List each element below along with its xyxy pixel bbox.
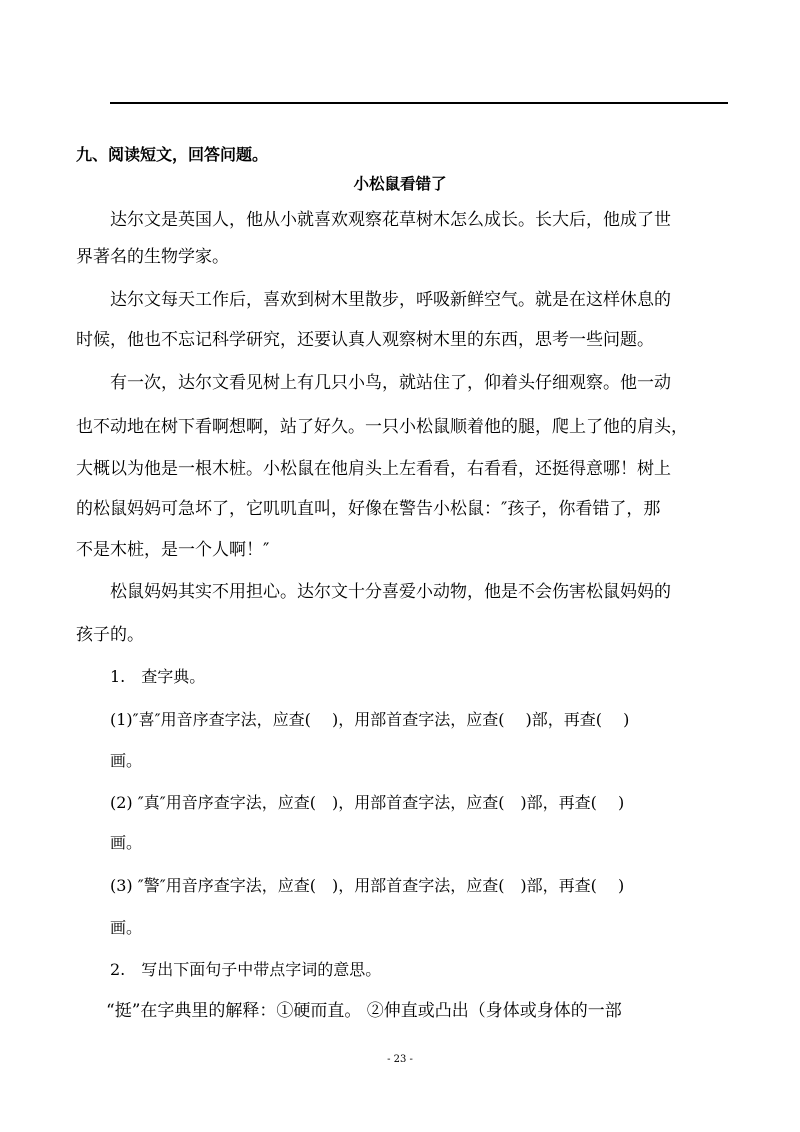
header-rule — [110, 102, 728, 104]
paragraph-3-line-3: 大概以为他是一根木桩。小松鼠在他肩头上左看看，右看看，还挺得意哪！树上 — [76, 459, 671, 479]
question-1-item-3: (3) ″警″用音序查字法，应查( )，用部首查字法，应查( )部，再查( ) — [110, 876, 625, 895]
story-title: 小松鼠看错了 — [353, 175, 447, 193]
question-2-title: 2. 写出下面句子中带点字词的意思。 — [110, 960, 382, 979]
question-1-title: 1. 查字典。 — [110, 667, 206, 686]
paragraph-1-line-1: 达尔文是英国人，他从小就喜欢观察花草树木怎么成长。长大后，他成了世 — [110, 210, 671, 230]
paragraph-3-line-5: 不是木桩，是一个人啊！″ — [76, 540, 270, 560]
question-1-item-2-cont: 画。 — [110, 833, 143, 852]
question-1-item-1-cont: 画。 — [110, 751, 143, 770]
question-1-item-2: (2) ″真″用音序查字法，应查( )，用部首查字法，应查( )部，再查( ) — [110, 793, 625, 812]
paragraph-1-line-2: 界著名的生物学家。 — [76, 247, 229, 267]
question-1-item-3-cont: 画。 — [110, 918, 143, 937]
paragraph-3-line-1: 有一次，达尔文看见树上有几只小鸟，就站住了，仰着头仔细观察。他一动 — [110, 373, 671, 393]
question-2-text: “挺”在字典里的解释：①硬而直。 ②伸直或凸出（身体或身体的一部 — [106, 1001, 622, 1021]
paragraph-4-line-2: 孩子的。 — [76, 625, 144, 645]
page-number: - 23 - — [387, 1054, 413, 1065]
paragraph-2-line-1: 达尔文每天工作后，喜欢到树木里散步，呼吸新鲜空气。就是在这样休息的 — [110, 290, 671, 310]
paragraph-4-line-1: 松鼠妈妈其实不用担心。达尔文十分喜爱小动物，他是不会伤害松鼠妈妈的 — [110, 582, 671, 602]
section-heading: 九、阅读短文，回答问题。 — [76, 145, 269, 164]
question-1-item-1: (1)″喜″用音序查字法，应查( )，用部首查字法，应查( )部，再查( ) — [110, 710, 630, 729]
paragraph-3-line-4: 的松鼠妈妈可急坏了，它叽叽直叫，好像在警告小松鼠：″孩子，你看错了，那 — [76, 499, 661, 519]
paragraph-2-line-2: 时候，他也不忘记科学研究，还要认真人观察树木里的东西，思考一些问题。 — [76, 330, 654, 350]
paragraph-3-line-2: 也不动地在树下看啊想啊，站了好久。一只小松鼠顺着他的腿，爬上了他的肩头， — [76, 417, 688, 437]
